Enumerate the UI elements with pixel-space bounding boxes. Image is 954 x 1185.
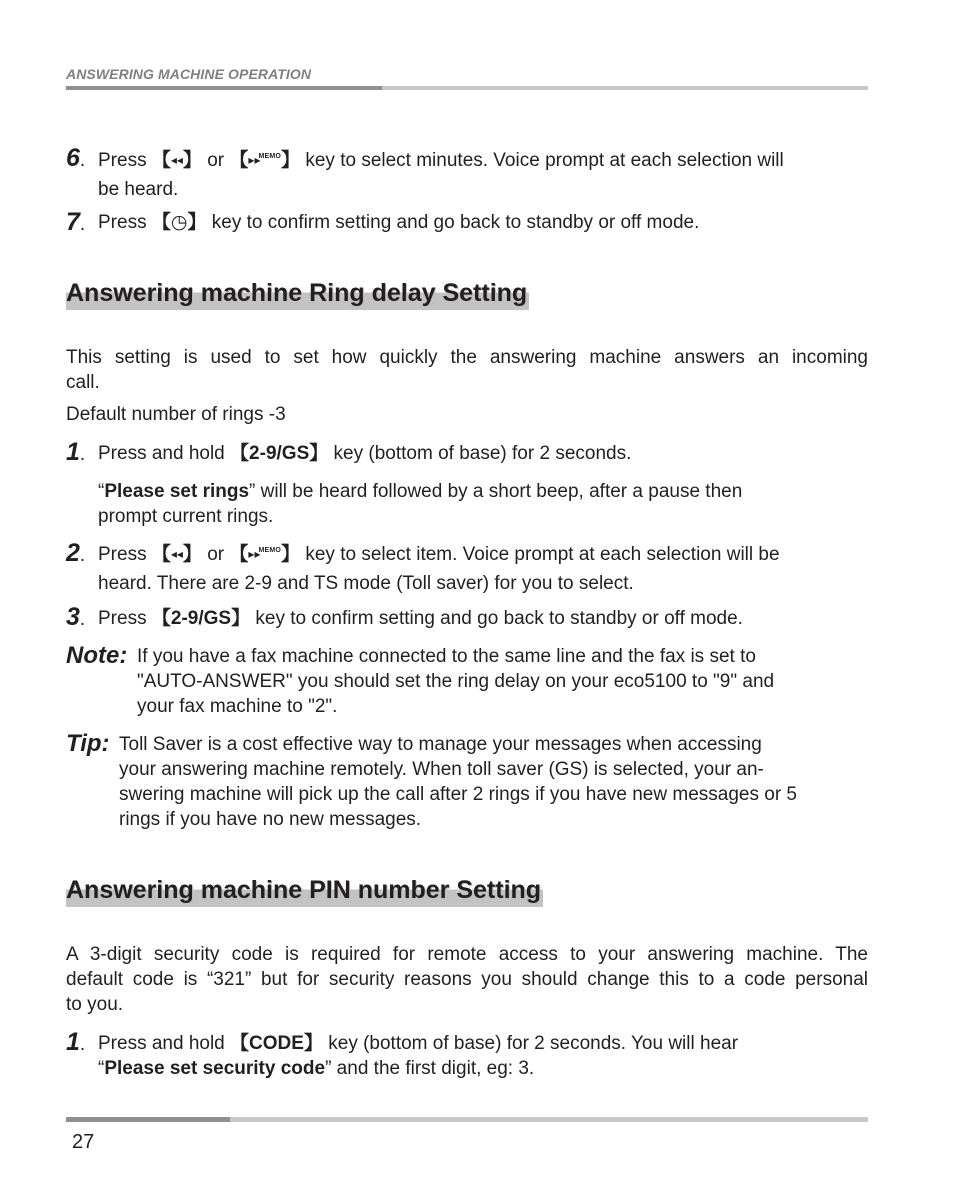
clock-key: 【◷】 xyxy=(151,212,207,234)
step-number-7: 7. xyxy=(66,208,86,236)
forward-memo-key: 【▸▸$^{MEMO}$】 xyxy=(229,544,300,565)
ring-step-1-text: Press and hold 【2-9/GS】 key (bottom of base) for 2 seconds. xyxy=(98,443,632,464)
tip-text: Toll Saver is a cost effective way to manage your messages when accessing your answering machine remotely. When toll saver (GS) is selected, your an- swering machine will pick up the call after 2 rings if you have new messages or 5 rings if you have no new messages. xyxy=(119,734,797,830)
pin-step-1-text: Press and hold 【CODE】 key (bottom of base) for 2 seconds. You will hear “Please set security code” and the first digit, eg: 3. xyxy=(98,1033,739,1079)
tip-label: Tip: xyxy=(66,730,110,757)
running-header: ANSWERING MACHINE OPERATION xyxy=(66,66,312,82)
rewind-icon: ◂◂ xyxy=(170,547,183,562)
forward-icon: ▸▸ xyxy=(248,547,261,562)
section-heading-ring-delay: Answering machine Ring delay Setting xyxy=(66,278,529,310)
forward-icon: ▸▸ xyxy=(248,153,261,168)
ring-step-2-text: Press 【◂◂】 or 【▸▸$^{MEMO}$】 key to select item. Voice prompt at each selection will be heard. There are 2-9 and TS mode (Toll saver) for you to select. xyxy=(98,544,780,594)
ring-step-number-3: 3. xyxy=(66,603,86,631)
gs-key: 【2-9/GS】 xyxy=(230,443,329,464)
ring-delay-intro: This setting is used to set how quickly the answering machine answers an incoming call. xyxy=(66,347,868,393)
code-key: 【CODE】 xyxy=(230,1033,323,1054)
step-7-text: Press 【◷】 key to confirm setting and go back to standby or off mode. xyxy=(98,212,700,234)
default-rings-text: Default number of rings -3 xyxy=(66,404,286,425)
rewind-key: 【◂◂】 xyxy=(152,150,202,171)
clock-icon: ◷ xyxy=(170,212,188,234)
ring-step-1-quote: “Please set rings” will be heard followed by a short beep, after a pause then prompt current rings. xyxy=(98,481,743,527)
page-number: 27 xyxy=(72,1131,95,1153)
header-rule xyxy=(66,86,868,90)
forward-memo-key: 【▸▸$^{MEMO}$】 xyxy=(229,150,300,171)
memo-label: MEMO xyxy=(258,153,282,160)
note-label: Note: xyxy=(66,642,128,669)
ring-step-3-text: Press 【2-9/GS】 key to confirm setting and go back to standby or off mode. xyxy=(98,608,743,629)
rewind-icon: ◂◂ xyxy=(170,153,183,168)
footer-rule xyxy=(66,1117,868,1122)
step-number-6: 6. xyxy=(66,144,86,172)
pin-intro: A 3-digit security code is required for remote access to your answering machine. The default code is “321” but for security reasons you should change this to a code personal to you. xyxy=(66,944,868,1015)
step-6-text: Press 【◂◂】 or 【▸▸$^{MEMO}$】 key to select minutes. Voice prompt at each selection will be heard. xyxy=(98,150,784,200)
section-heading-pin-number: Answering machine PIN number Setting xyxy=(66,875,543,907)
ring-step-number-1: 1. xyxy=(66,438,86,466)
note-text: If you have a fax machine connected to the same line and the fax is set to "AUTO-ANSWER" you should set the ring delay on your eco5100 to "9" and your fax machine to "2". xyxy=(137,646,775,717)
memo-label: MEMO xyxy=(258,547,282,554)
gs-key: 【2-9/GS】 xyxy=(151,608,251,629)
pin-step-number-1: 1. xyxy=(66,1028,86,1056)
ring-step-number-2: 2. xyxy=(66,539,86,567)
rewind-key: 【◂◂】 xyxy=(152,544,202,565)
